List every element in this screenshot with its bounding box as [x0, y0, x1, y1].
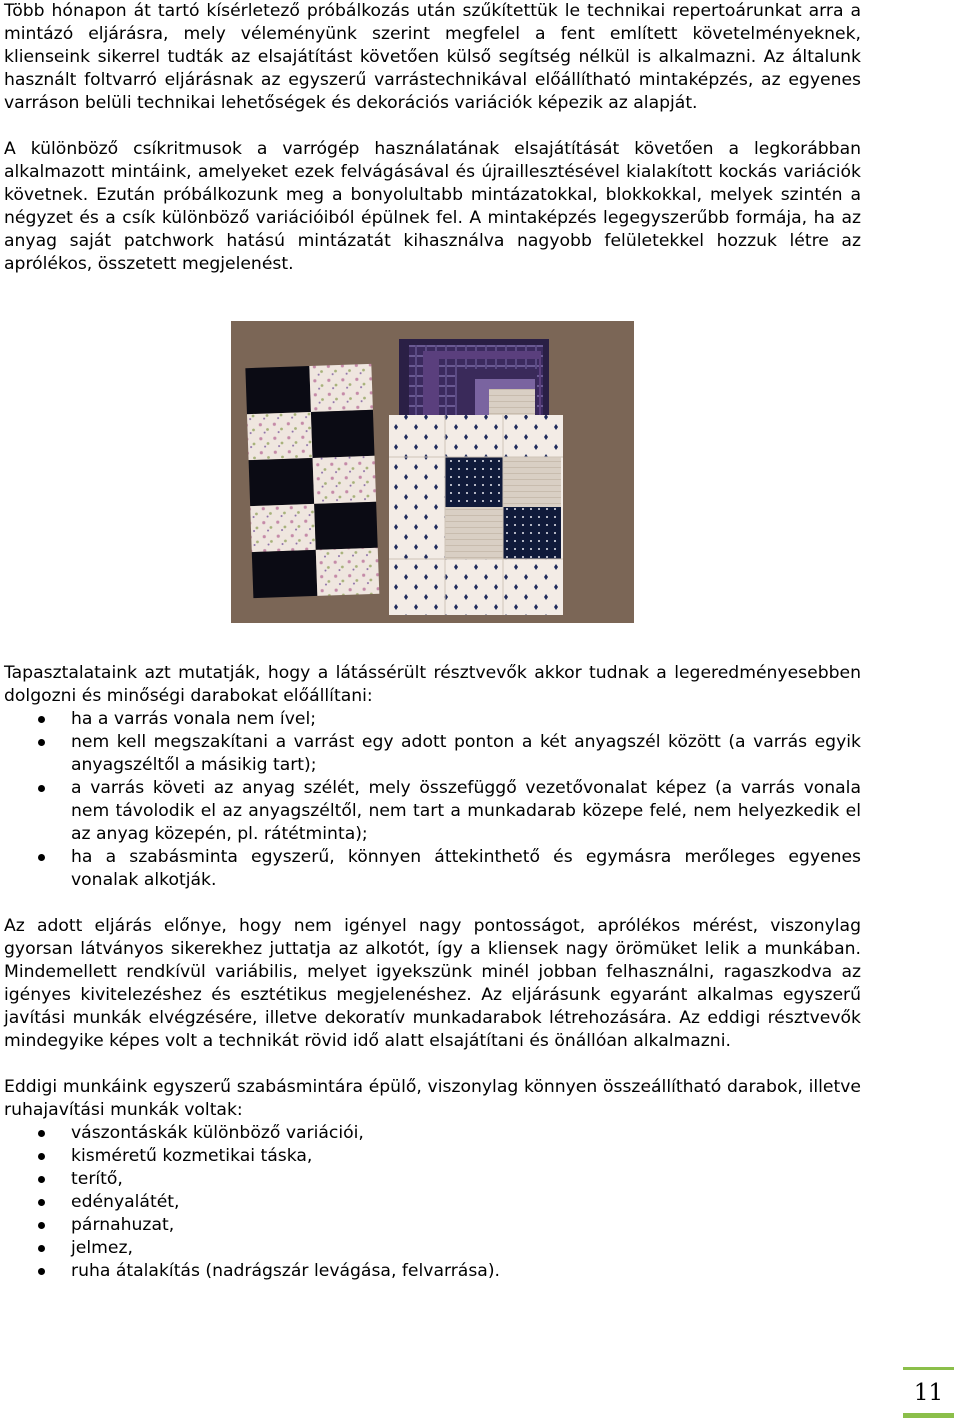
list-item: nem kell megszakítani a varrást egy adott ponton a két anyagszél között (a varrás egyik anyagszéltől a másikig tart);: [4, 731, 861, 777]
list-item: jelmez,: [4, 1237, 861, 1260]
list-item: kisméretű kozmetikai táska,: [4, 1145, 861, 1168]
patchwork-photo: [231, 321, 634, 623]
paragraph-experience: Tapasztalataink azt mutatják, hogy a látássérült résztvevők akkor tudnak a legeredményesebben dolgozni és minőségi darabokat előállítani:: [4, 663, 861, 706]
list-item: terítő,: [4, 1168, 861, 1191]
checker-strip: [245, 364, 379, 598]
conditions-list: [4, 708, 861, 892]
purple-log-cabin-block: [399, 339, 549, 425]
page-number-box: [903, 1367, 954, 1418]
paragraph-stripe-patterns: A különböző csíkritmusok a varrógép használatának elsajátítását követően a legkorábban alkalmazott mintáink, amelyeket ezek felvágásával és újraillesztésével kialakított kockás variációk követnek. Ezután próbálkozunk meg a bonyolultabb mintázatokkal, blokkokkal, melyek szintén a négyzet és a csík különböző variációiból épülnek fel. A mintaképzés legegyszerűbb formája, ha az anyag saját patchwork hatású mintázatát kihasználva nagyobb felületekkel hozzuk létre az aprólékos, összetett megjelenést.: [4, 139, 861, 274]
list-item: ha a szabásminta egyszerű, könnyen áttekinthető és egymásra merőleges egyenes vonalak alkotják.: [4, 846, 861, 892]
list-item: a varrás követi az anyag szélét, mely összefüggő vezetővonalat képez (a varrás vonala nem távolodik el az anyagszéltől, nem tart a munkadarab közepe felé, nem helyezkedik el az anyag közepén, pl. rátétminta);: [4, 777, 861, 846]
list-item: párnahuzat,: [4, 1214, 861, 1237]
paragraph-works: Eddigi munkáink egyszerű szabásmintára épülő, viszonylag könnyen összeállítható darabok, illetve ruhajavítási munkák voltak:: [4, 1077, 861, 1120]
fleur-block: [389, 415, 563, 615]
list-item: edényalátét,: [4, 1191, 861, 1214]
list-item: ruha átalakítás (nadrágszár levágása, felvarrása).: [4, 1260, 861, 1283]
list-item: ha a varrás vonala nem ível;: [4, 708, 861, 731]
document-body: [4, 0, 861, 1306]
page-number: 11: [913, 1380, 944, 1406]
works-list: [4, 1122, 861, 1283]
list-item: vászontáskák különböző variációi,: [4, 1122, 861, 1145]
paragraph-advantages: Az adott eljárás előnye, hogy nem igényel nagy pontosságot, aprólékos mérést, viszonylag gyorsan látványos sikerekhez juttatja az alkotót, így a kliensek nagy örömüket lelik a munkában. Mindemellett rendkívül variábilis, melyet igyekszünk minél jobban felhasználni, ragaszkodva az igényes kivitelezéshez és esztétikus megjelenéshez. Az eljárásunk egyaránt alkalmas egyszerű javítási munkák elvégzésére, illetve dekoratív munkadarabok létrehozására. Az eddigi résztvevők mindegyike képes volt a technikát rövid idő alatt elsajátítani és önállóan alkalmazni.: [4, 916, 861, 1051]
patchwork-illustration: [231, 321, 634, 623]
paragraph-intro: Több hónapon át tartó kísérletező próbálkozás után szűkítettük le technikai repertoárunkat arra a mintázó eljárásra, mely véleményünk szerint megfelel a fent említett követelményeknek, klienseink sikerrel tudták az elsajátítást követően külső segítség nélkül is alkalmazni. Az általunk használt foltvarró eljárásnak az egyszerű varrástechnikával előállítható mintaképzés, az egyenes varráson belüli technikai lehetőségek és dekorációs variációk képezik az alapját.: [4, 1, 861, 113]
